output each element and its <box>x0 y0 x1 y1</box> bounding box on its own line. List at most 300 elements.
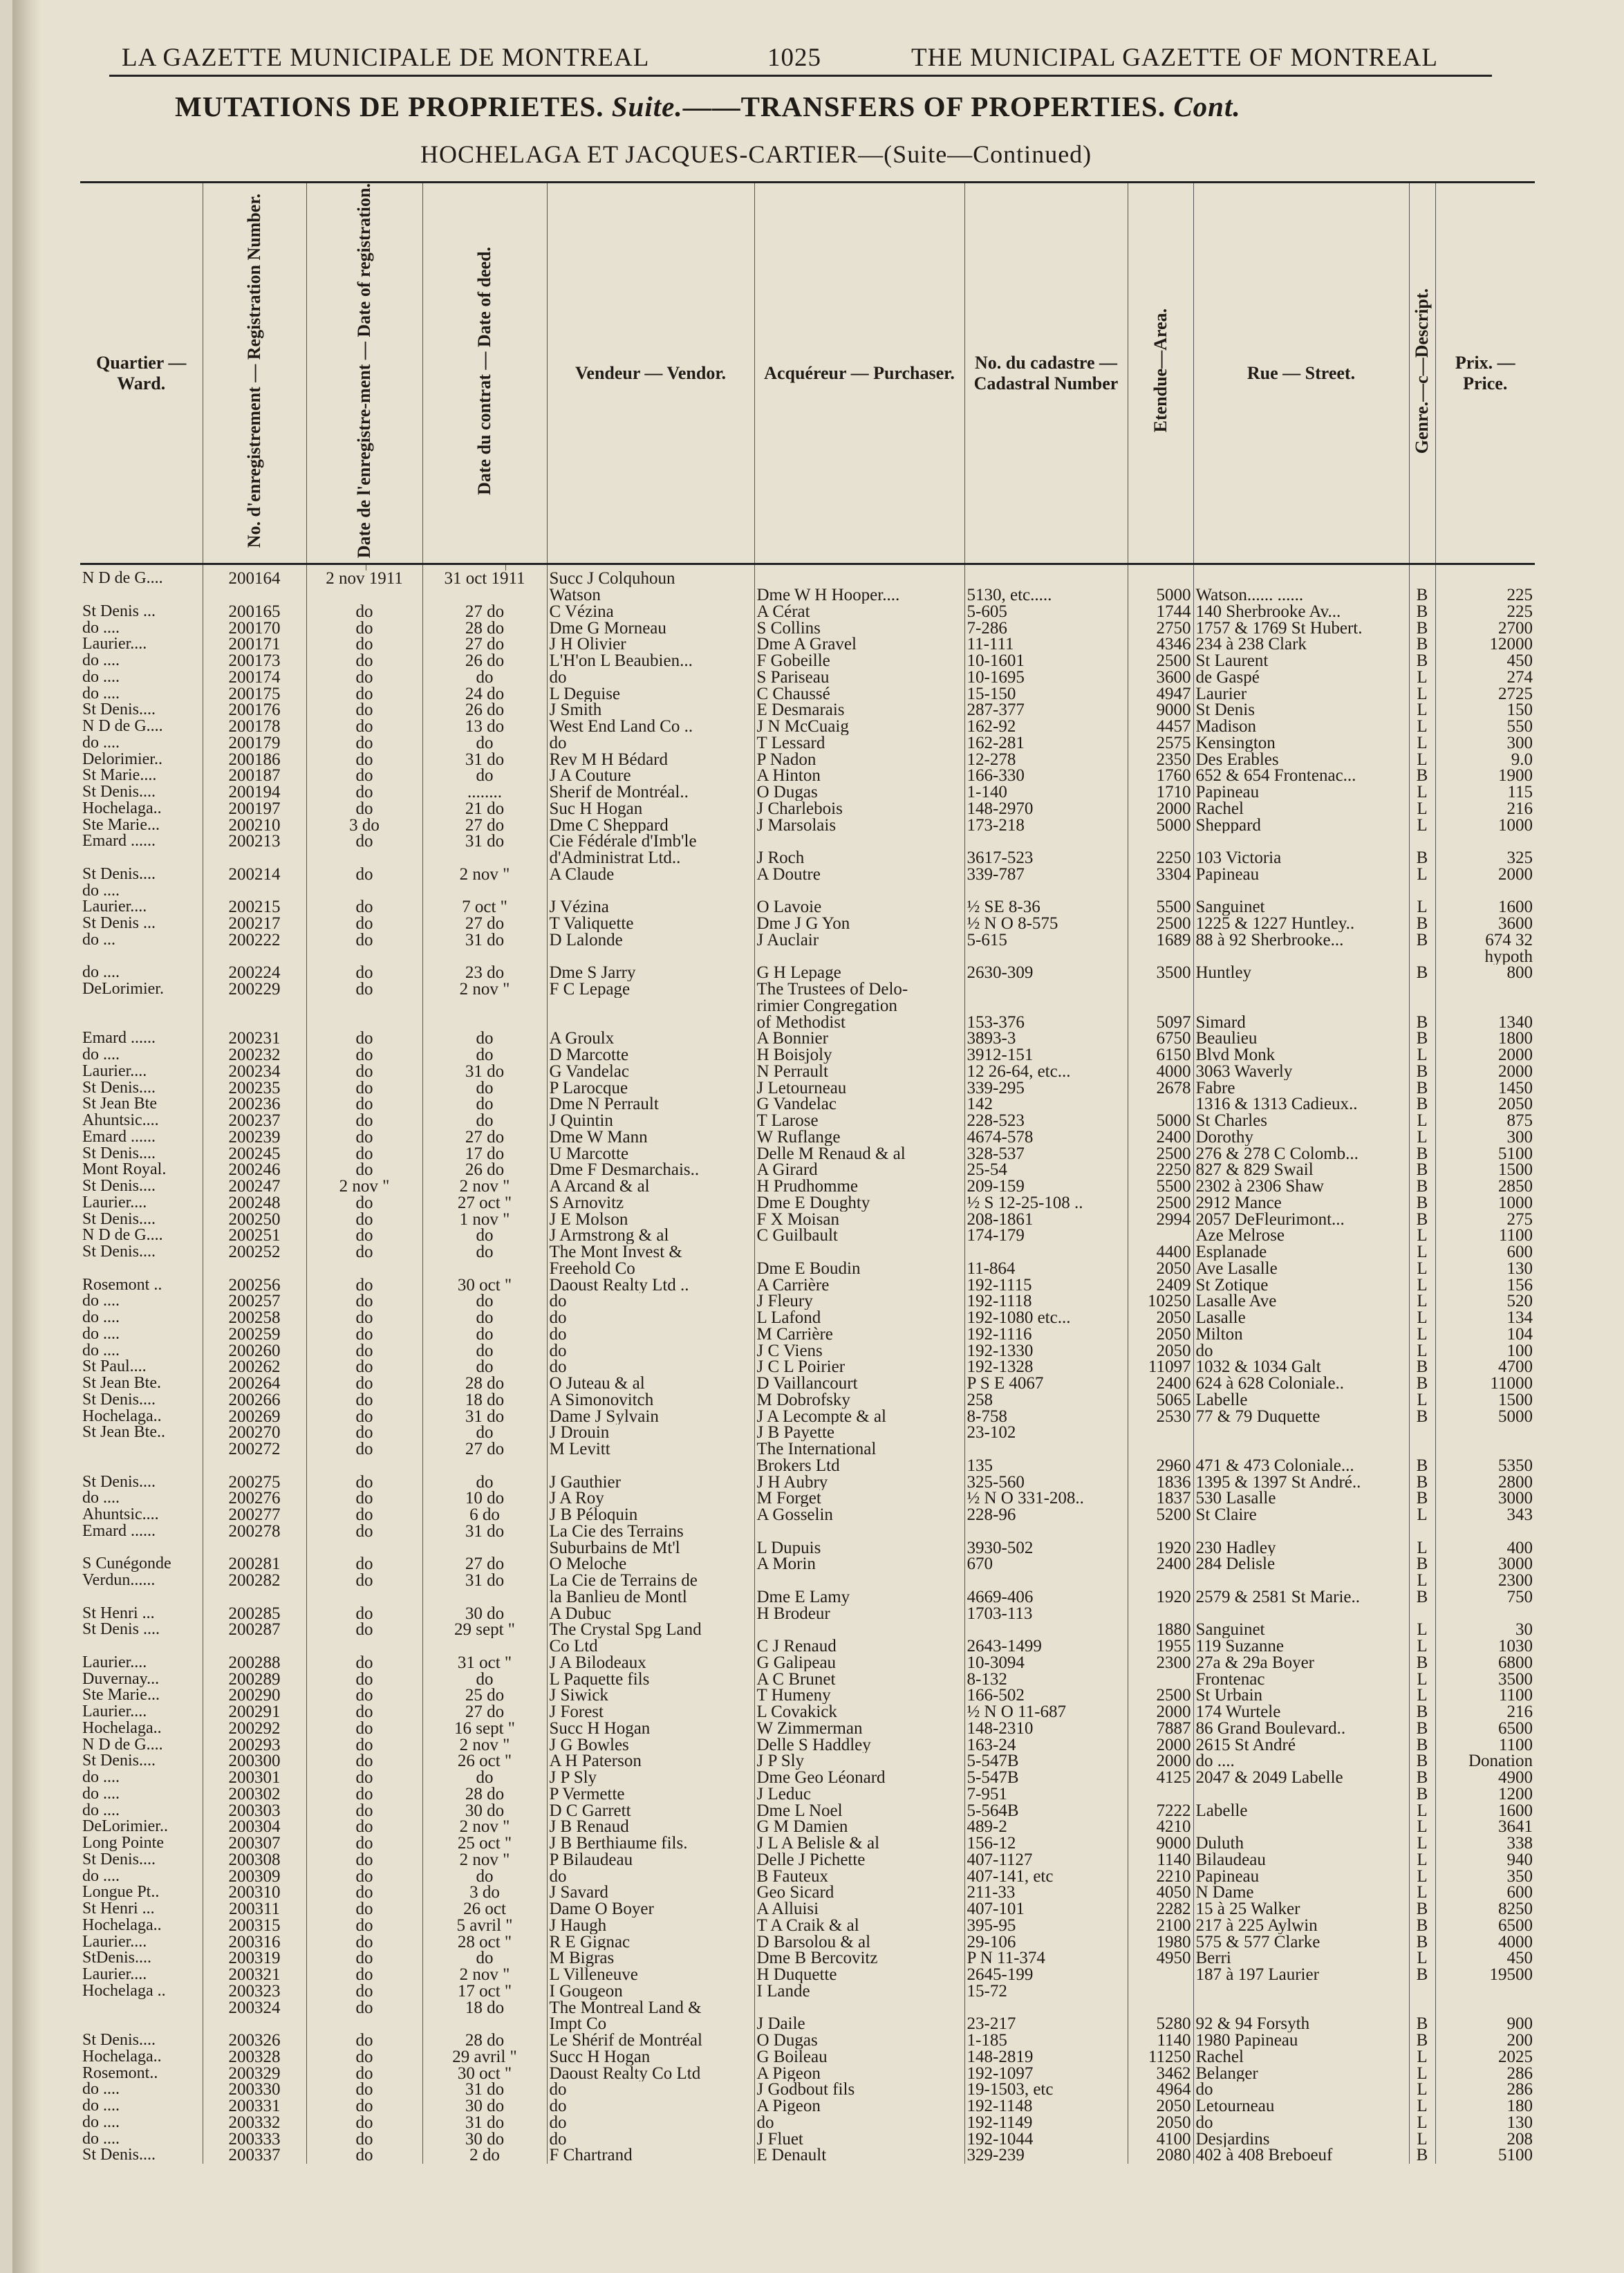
street-cell: do <box>1193 1343 1409 1360</box>
reg-number-cell: 200287 <box>203 1622 306 1638</box>
genre-cell: B <box>1409 1918 1435 1934</box>
table-row <box>80 1884 1535 1901</box>
street-cell <box>1193 1425 1409 1441</box>
street-cell: Lasalle Ave <box>1193 1293 1409 1310</box>
cadastre-cell: 5-605 <box>964 604 1128 620</box>
cadastre-cell: 395-95 <box>964 1918 1128 1934</box>
purchaser-cell: J Fluet <box>754 2131 964 2148</box>
cadastre-cell: 258 <box>964 1392 1128 1409</box>
heading-cont: Cont. <box>1173 91 1241 122</box>
vendor-cell: D C Garrett <box>547 1803 754 1819</box>
reg-number-cell: 200292 <box>203 1720 306 1737</box>
purchaser-cell: A Hinton <box>754 768 964 784</box>
area-cell: 6150 <box>1128 1047 1193 1064</box>
genre-cell: B <box>1409 850 1435 866</box>
genre-cell: L <box>1409 1244 1435 1261</box>
ward-cell: St Denis.... <box>82 702 156 718</box>
reg-number-cell: 200303 <box>203 1803 306 1819</box>
vendor-cell: J A Roy <box>547 1490 754 1507</box>
cadastre-cell: 142 <box>964 1096 1128 1113</box>
street-cell: 2579 & 2581 St Marie.. <box>1193 1589 1409 1606</box>
reg-date-cell: do <box>306 1113 422 1129</box>
table-row <box>80 2000 1535 2016</box>
price-cell: 325 <box>1435 850 1535 866</box>
purchaser-cell: L Lafond <box>754 1310 964 1326</box>
cadastre-cell: 192-1116 <box>964 1326 1128 1343</box>
street-cell: 103 Victoria <box>1193 850 1409 866</box>
purchaser-cell: D Vaillancourt <box>754 1375 964 1392</box>
price-cell: 216 <box>1435 1704 1535 1720</box>
deed-date-cell: 2 do <box>422 2147 547 2164</box>
col-cadastre: No. du cadastre — Cadastral Number <box>964 183 1128 564</box>
table-row <box>80 1458 1535 1474</box>
col-vendor: Vendeur — Vendor. <box>547 183 754 564</box>
vendor-cell: J Armstrong & al <box>547 1227 754 1244</box>
area-cell: 2050 <box>1128 1326 1193 1343</box>
area-cell: 2000 <box>1128 801 1193 817</box>
ward-cell: N D de G.... <box>82 570 163 587</box>
deed-date-cell: 10 do <box>422 1490 547 1507</box>
area-cell: 2575 <box>1128 735 1193 752</box>
deed-date-cell: 26 oct " <box>422 1753 547 1770</box>
table-row <box>80 1803 1535 1819</box>
cadastre-cell: 162-281 <box>964 735 1128 752</box>
purchaser-cell: F X Moisan <box>754 1212 964 1228</box>
cadastre-cell: 328-537 <box>964 1146 1128 1162</box>
street-cell: St Denis <box>1193 702 1409 718</box>
cadastre-cell: 192-1115 <box>964 1277 1128 1294</box>
area-cell: 2050 <box>1128 2115 1193 2131</box>
cadastre-cell <box>964 981 1128 998</box>
street-cell: Sanguinet <box>1193 899 1409 916</box>
transfers-table <box>80 181 1535 2164</box>
genre-cell: B <box>1409 620 1435 637</box>
purchaser-cell: N Perrault <box>754 1064 964 1080</box>
street-cell: Letourneau <box>1193 2098 1409 2115</box>
area-cell: 2678 <box>1128 1080 1193 1097</box>
cadastre-cell: 407-101 <box>964 1901 1128 1918</box>
deed-date-cell: do <box>422 1868 547 1885</box>
cadastre-cell: 153-376 <box>964 1014 1128 1031</box>
reg-number-cell: 200236 <box>203 1096 306 1113</box>
ward-cell <box>80 2000 203 2016</box>
ward-cell: do .... <box>82 1802 120 1819</box>
purchaser-cell <box>754 1523 964 1540</box>
ward-cell <box>80 1638 203 1655</box>
vendor-cell: Dme S Jarry <box>547 965 754 981</box>
street-cell: Esplanade <box>1193 1244 1409 1261</box>
reg-date-cell: do <box>306 1523 422 1540</box>
area-cell: 2400 <box>1128 1556 1193 1572</box>
purchaser-cell: W Zimmerman <box>754 1720 964 1737</box>
street-cell: Fabre <box>1193 1080 1409 1097</box>
price-cell: 2000 <box>1435 866 1535 883</box>
price-cell: 180 <box>1435 2098 1535 2115</box>
reg-date-cell: do <box>306 784 422 801</box>
table-row <box>80 752 1535 768</box>
table-row <box>80 653 1535 669</box>
table-row <box>80 1671 1535 1688</box>
deed-date-cell: 27 do <box>422 1704 547 1720</box>
reg-number-cell <box>203 1638 306 1655</box>
reg-number-cell: 200175 <box>203 686 306 703</box>
purchaser-cell: G H Lepage <box>754 965 964 981</box>
street-cell: Papineau <box>1193 784 1409 801</box>
cadastre-cell: 3893-3 <box>964 1030 1128 1047</box>
table-row <box>80 735 1535 752</box>
area-cell: 2500 <box>1128 653 1193 669</box>
reg-date-cell: do <box>306 981 422 998</box>
reg-date-cell: do <box>306 899 422 916</box>
reg-date-cell <box>306 1540 422 1557</box>
area-cell: 3304 <box>1128 866 1193 883</box>
area-cell: 2050 <box>1128 1310 1193 1326</box>
vendor-cell: P Larocque <box>547 1080 754 1097</box>
reg-number-cell: 200266 <box>203 1392 306 1409</box>
genre-cell: B <box>1409 2147 1435 2164</box>
genre-cell: L <box>1409 686 1435 703</box>
table-row <box>80 801 1535 817</box>
purchaser-cell: J Godbout fils <box>754 2081 964 2098</box>
cadastre-cell: 209-159 <box>964 1178 1128 1195</box>
deed-date-cell <box>422 1589 547 1606</box>
price-cell: 2725 <box>1435 686 1535 703</box>
price-cell: 400 <box>1435 1540 1535 1557</box>
price-cell <box>1435 1425 1535 1441</box>
deed-date-cell: 25 do <box>422 1687 547 1704</box>
reg-date-cell: do <box>306 768 422 784</box>
ward-cell: do .... <box>82 653 120 669</box>
vendor-cell: U Marcotte <box>547 1146 754 1162</box>
genre-cell: B <box>1409 1359 1435 1375</box>
reg-date-cell: 3 do <box>306 817 422 834</box>
purchaser-cell: S Pariseau <box>754 669 964 686</box>
table-row <box>80 1392 1535 1409</box>
vendor-cell: J Forest <box>547 1704 754 1720</box>
reg-date-cell: do <box>306 1064 422 1080</box>
vendor-cell: do <box>547 2115 754 2131</box>
deed-date-cell: do <box>422 1080 547 1097</box>
price-cell: 3000 <box>1435 1556 1535 1572</box>
reg-number-cell <box>203 998 306 1014</box>
area-cell: 1744 <box>1128 604 1193 620</box>
ward-cell: Laurier.... <box>82 1704 147 1720</box>
reg-number-cell: 200234 <box>203 1064 306 1080</box>
area-cell: 2000 <box>1128 1704 1193 1720</box>
ward-cell: St Denis.... <box>82 866 156 883</box>
reg-date-cell: do <box>306 752 422 768</box>
street-cell: Lasalle <box>1193 1310 1409 1326</box>
cadastre-cell: 162-92 <box>964 718 1128 735</box>
deed-date-cell: 2 nov " <box>422 1967 547 1983</box>
area-cell: 2500 <box>1128 1687 1193 1704</box>
table-row <box>80 1523 1535 1540</box>
purchaser-cell: J Daile <box>754 2016 964 2032</box>
area-cell: 1837 <box>1128 1490 1193 1507</box>
purchaser-cell: C Guilbault <box>754 1227 964 1244</box>
purchaser-cell: Dme W H Hooper.... <box>754 587 964 604</box>
ward-cell: St Paul.... <box>82 1359 147 1375</box>
genre-cell: B <box>1409 916 1435 932</box>
reg-number-cell: 200331 <box>203 2098 306 2115</box>
area-cell: 3500 <box>1128 965 1193 981</box>
ward-cell: Duvernay... <box>82 1671 160 1688</box>
heading-suite: Suite. <box>611 91 683 122</box>
vendor-cell: Daoust Realty Co Ltd <box>547 2066 754 2082</box>
street-cell: 1225 & 1227 Huntley.. <box>1193 916 1409 932</box>
purchaser-cell: T Lessard <box>754 735 964 752</box>
vendor-cell: A Claude <box>547 866 754 883</box>
genre-cell: B <box>1409 1458 1435 1474</box>
deed-date-cell: do <box>422 1030 547 1047</box>
area-cell: 5500 <box>1128 899 1193 916</box>
street-cell: Laurier <box>1193 686 1409 703</box>
vendor-cell: Daoust Realty Ltd .. <box>547 1277 754 1294</box>
street-cell <box>1193 1441 1409 1458</box>
purchaser-cell: L Dupuis <box>754 1540 964 1557</box>
purchaser-cell: Geo Sicard <box>754 1884 964 1901</box>
street-cell: 1032 & 1034 Galt <box>1193 1359 1409 1375</box>
table-row <box>80 1967 1535 1983</box>
area-cell: 4000 <box>1128 1064 1193 1080</box>
ward-cell: do .... <box>82 1326 120 1343</box>
street-cell: 15 à 25 Walker <box>1193 1901 1409 1918</box>
price-cell: 2000 <box>1435 1047 1535 1064</box>
price-cell: 6800 <box>1435 1655 1535 1671</box>
genre-cell <box>1409 1523 1435 1540</box>
reg-date-cell: do <box>306 1901 422 1918</box>
price-cell <box>1435 1523 1535 1540</box>
price-cell: 350 <box>1435 1868 1535 1885</box>
genre-cell: L <box>1409 1852 1435 1868</box>
purchaser-cell: Dme A Gravel <box>754 636 964 653</box>
ward-cell: do .... <box>82 1770 120 1786</box>
price-cell: 5100 <box>1435 1146 1535 1162</box>
area-cell: 1140 <box>1128 1852 1193 1868</box>
price-cell: 674 32 <box>1435 932 1535 949</box>
vendor-cell: L Villeneuve <box>547 1967 754 1983</box>
deed-date-cell: 23 do <box>422 965 547 981</box>
ward-cell: Rosemont.. <box>82 2065 158 2082</box>
price-cell: 286 <box>1435 2066 1535 2082</box>
deed-date-cell: do <box>422 1425 547 1441</box>
cadastre-cell: 10-1601 <box>964 653 1128 669</box>
reg-number-cell: 200257 <box>203 1293 306 1310</box>
ward-cell <box>80 1261 203 1277</box>
heading-fr: MUTATIONS DE PROPRIETES. <box>175 91 604 122</box>
ward-cell <box>80 2016 203 2032</box>
genre-cell: B <box>1409 1064 1435 1080</box>
purchaser-cell: T A Craik & al <box>754 1918 964 1934</box>
reg-date-cell <box>306 1458 422 1474</box>
col-reg-date: Date de l'enregistre-ment — Date of registration. <box>306 183 422 564</box>
cadastre-cell: 5-615 <box>964 932 1128 949</box>
table-row <box>80 1195 1535 1212</box>
street-cell: 119 Suzanne <box>1193 1638 1409 1655</box>
area-cell <box>1128 1983 1193 2000</box>
reg-date-cell: do <box>306 1227 422 1244</box>
reg-date-cell: do <box>306 1884 422 1901</box>
deed-date-cell: do <box>422 1950 547 1967</box>
vendor-cell: M Bigras <box>547 1950 754 1967</box>
reg-date-cell: do <box>306 1671 422 1688</box>
vendor-cell <box>547 883 754 900</box>
genre-cell <box>1409 1983 1435 2000</box>
reg-number-cell: 200282 <box>203 1572 306 1589</box>
cadastre-cell: 325-560 <box>964 1474 1128 1491</box>
area-cell: 1836 <box>1128 1474 1193 1491</box>
genre-cell: B <box>1409 636 1435 653</box>
table-row <box>80 620 1535 637</box>
purchaser-cell: Dme B Bercovitz <box>754 1950 964 1967</box>
purchaser-cell: A Cérat <box>754 604 964 620</box>
ward-cell: St Denis.... <box>82 2032 156 2049</box>
price-cell: 225 <box>1435 587 1535 604</box>
ward-cell: St Denis.... <box>82 1851 156 1868</box>
price-cell: 104 <box>1435 1326 1535 1343</box>
cadastre-cell: 489-2 <box>964 1819 1128 1835</box>
cadastre-cell <box>964 833 1128 850</box>
genre-cell: B <box>1409 1556 1435 1572</box>
area-cell: 3462 <box>1128 2066 1193 2082</box>
purchaser-cell <box>754 1572 964 1589</box>
price-cell: 343 <box>1435 1507 1535 1523</box>
area-cell <box>1128 1523 1193 1540</box>
col-genre: Genre.—c—Descript. <box>1409 183 1435 564</box>
table-row <box>80 587 1535 604</box>
table-row <box>80 1918 1535 1934</box>
street-cell: 2302 à 2306 Shaw <box>1193 1178 1409 1195</box>
vendor-cell: J P Sly <box>547 1770 754 1786</box>
table-row <box>80 1310 1535 1326</box>
reg-date-cell: do <box>306 1622 422 1638</box>
purchaser-cell <box>754 2000 964 2016</box>
reg-date-cell: do <box>306 604 422 620</box>
cadastre-cell: P N 11-374 <box>964 1950 1128 1967</box>
vendor-cell: La Cie des Terrains <box>547 1523 754 1540</box>
deed-date-cell: 27 oct " <box>422 1195 547 1212</box>
reg-number-cell: 200269 <box>203 1409 306 1425</box>
vendor-cell: L Deguise <box>547 686 754 703</box>
reg-number-cell: 200278 <box>203 1523 306 1540</box>
street-cell: St Zotique <box>1193 1277 1409 1294</box>
genre-cell: B <box>1409 1934 1435 1951</box>
reg-date-cell <box>306 1589 422 1606</box>
cadastre-cell: 287-377 <box>964 702 1128 718</box>
ward-cell: St Denis.... <box>82 1391 156 1409</box>
reg-date-cell <box>306 1638 422 1655</box>
table-row <box>80 570 1535 587</box>
reg-date-cell: do <box>306 1507 422 1523</box>
reg-number-cell: 200247 <box>203 1178 306 1195</box>
ward-cell: DeLorimier.. <box>82 1819 168 1835</box>
price-cell: 12000 <box>1435 636 1535 653</box>
cadastre-cell: 3930-502 <box>964 1540 1128 1557</box>
reg-date-cell: do <box>306 1753 422 1770</box>
ward-cell: Hochelaga.. <box>82 1720 162 1737</box>
reg-date-cell: do <box>306 1080 422 1097</box>
vendor-cell: P Vermette <box>547 1786 754 1803</box>
street-cell: Rachel <box>1193 801 1409 817</box>
area-cell: 2050 <box>1128 2098 1193 2115</box>
table-row <box>80 1014 1535 1031</box>
deed-date-cell: ........ <box>422 784 547 801</box>
price-cell: 11000 <box>1435 1375 1535 1392</box>
reg-number-cell: 200270 <box>203 1425 306 1441</box>
price-cell: 4900 <box>1435 1770 1535 1786</box>
price-cell: 1000 <box>1435 817 1535 834</box>
table-row <box>80 2066 1535 2082</box>
area-cell: 2409 <box>1128 1277 1193 1294</box>
ward-cell: Laurier.... <box>82 899 147 916</box>
street-cell: 2615 St André <box>1193 1737 1409 1754</box>
cadastre-cell: 5-564B <box>964 1803 1128 1819</box>
street-cell: N Dame <box>1193 1884 1409 1901</box>
reg-date-cell: do <box>306 1770 422 1786</box>
street-cell: St Urbain <box>1193 1687 1409 1704</box>
area-cell: 6750 <box>1128 1030 1193 1047</box>
vendor-cell: C Vézina <box>547 604 754 620</box>
vendor-cell: Watson <box>547 587 754 604</box>
price-cell <box>1435 1983 1535 2000</box>
deed-date-cell: do <box>422 1359 547 1375</box>
cadastre-cell: 407-1127 <box>964 1852 1128 1868</box>
purchaser-cell: O Dugas <box>754 784 964 801</box>
purchaser-cell: H Brodeur <box>754 1606 964 1622</box>
vendor-cell: T Valiquette <box>547 916 754 932</box>
cadastre-cell: 10-1695 <box>964 669 1128 686</box>
ward-cell: Rosemont .. <box>82 1277 162 1294</box>
vendor-cell: do <box>547 2131 754 2148</box>
vendor-cell: Dme C Sheppard <box>547 817 754 834</box>
price-cell <box>1435 883 1535 900</box>
genre-cell: B <box>1409 1704 1435 1720</box>
genre-cell: B <box>1409 1030 1435 1047</box>
price-cell: 450 <box>1435 653 1535 669</box>
table-row <box>80 2081 1535 2098</box>
genre-cell: L <box>1409 899 1435 916</box>
vendor-cell: D Marcotte <box>547 1047 754 1064</box>
price-cell: 274 <box>1435 669 1535 686</box>
vendor-cell: I Gougeon <box>547 1983 754 2000</box>
purchaser-cell: G Boileau <box>754 2049 964 2066</box>
cadastre-cell: 192-1149 <box>964 2115 1128 2131</box>
deed-date-cell: 31 do <box>422 752 547 768</box>
table-row <box>80 1047 1535 1064</box>
cadastre-cell: 148-2819 <box>964 2049 1128 2066</box>
purchaser-cell: J Roch <box>754 850 964 866</box>
price-cell: 200 <box>1435 2032 1535 2049</box>
reg-number-cell: 200252 <box>203 1244 306 1261</box>
genre-cell: B <box>1409 2016 1435 2032</box>
purchaser-cell: Delle S Haddley <box>754 1737 964 1754</box>
ward-cell <box>80 1014 203 1031</box>
cadastre-cell <box>964 998 1128 1014</box>
table-row <box>80 2032 1535 2049</box>
price-cell: 1030 <box>1435 1638 1535 1655</box>
area-cell: 4950 <box>1128 1950 1193 1967</box>
reg-date-cell: 2 nov 1911 <box>306 570 422 587</box>
genre-cell: B <box>1409 1146 1435 1162</box>
purchaser-cell: M Carrière <box>754 1326 964 1343</box>
deed-date-cell: 29 avril " <box>422 2049 547 2066</box>
street-cell <box>1193 570 1409 587</box>
price-cell: 150 <box>1435 702 1535 718</box>
cadastre-cell: 148-2970 <box>964 801 1128 817</box>
ward-cell: Hochelaga.. <box>82 1408 162 1425</box>
vendor-cell: J H Olivier <box>547 636 754 653</box>
genre-cell: L <box>1409 669 1435 686</box>
